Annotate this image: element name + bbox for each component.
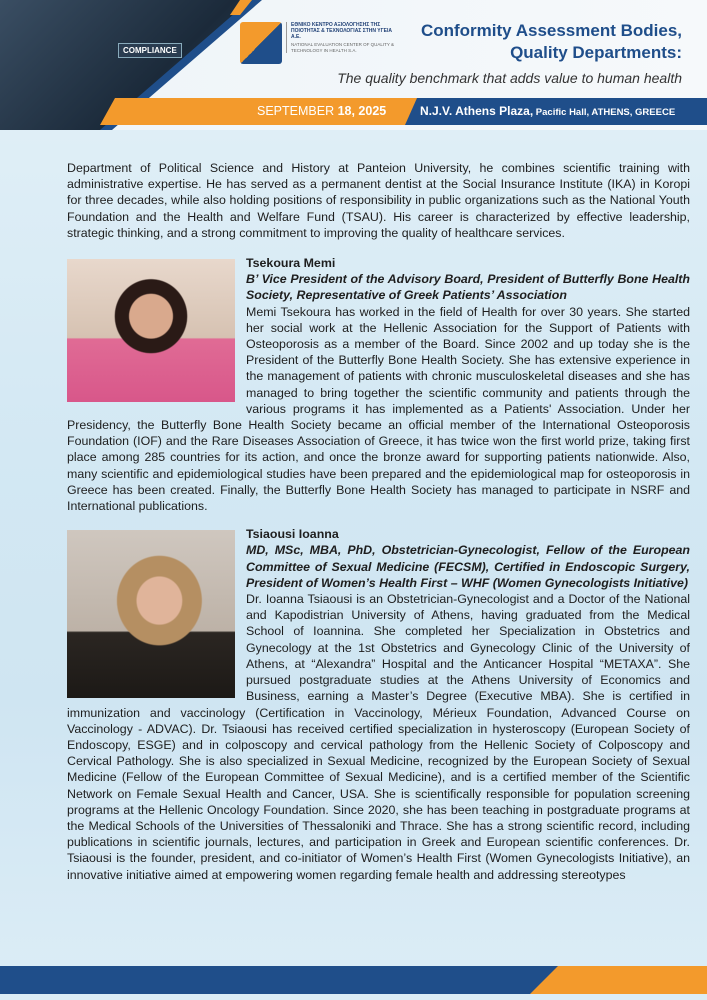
intro-paragraph: Department of Political Science and History at Panteion University, he combines scientific training with administrative expertise. He has served as a permanent dentist at the Social Insurance Institute (IKA) in Koropi for three decades, while also holding positions of responsibility in public organizations such as the National Youth Foundation and the Health and Welfare Fund (TSAU). His career is characterized by effective leadership, strategic thinking, and a strong commitment to improving the quality of healthcare services. [67,161,690,240]
ekapty-logo-icon [240,22,282,64]
event-subtitle: The quality benchmark that adds value to human health [337,70,682,86]
event-title [421,20,682,64]
date-day: 18, 2025 [337,104,387,118]
speaker-photo [67,259,235,402]
compliance-label: COMPLIANCE [118,43,182,58]
event-venue [420,104,675,118]
title-line-2: Quality Departments: [510,43,682,62]
speaker-photo [67,530,235,698]
page-content [67,160,690,895]
speaker-text: Dr. Ioanna Tsiaousi is an Obstetrician-Gynecologist and a Doctor of the National and Kapodistrian University of Athens, having graduated from the Medical School of Ioannina. She completed her Specialization in Obstetrics and Gynecology at the 1st Obstetrics and Gynecology Clinic of the University of Athens, at “Alexandra” Hospital and the Anticancer Hospital “METAXA”. She pursued postgraduate studies at the Athens University of Economics and Business, earning a Master’s Degree (Executive MBA). She is certified in immunization and vaccinology (Certification in Vaccinology, Mérieux Foundation, Advanced Course on Vaccinology - ADVAC). Dr. Tsiaousi has received certified specialization in hysteroscopy (European Society of Endoscopy, ESGE) and in colposcopy and cervical pathology from the Hellenic Society of Colposcopy and Cervical Pathology. She is also specialized in Sexual Medicine, recognized by the European Society of Sexual Medicine (Fellow of the European Committee of Sexual Medicine), and is a certified member of the Scientific Network on Female Sexual Health and Cancer, USA. She is scientifically responsible for population screening programs at the Hellenic Oncology Foundation. Since 2020, she has been teaching in postgraduate programs at the Medical Schools of the Universities of Thessaloniki and Thrace. She has a strong scientific record, including publications in scientific journals, lectures, and participation in Greek and European scientific conferences. Dr. Tsiaousi is the founder, president, and co-initiator of Women’s Health First (Women Gynecologists Initiative), an innovative initiative aimed at empowering women regarding female health and addressing stereotypes [67,592,690,882]
title-line-1: Conformity Assessment Bodies, [420,21,682,40]
speaker-text: Memi Tsekoura has worked in the field of Health for over 30 years. She started her social work at the Hellenic Association for the Support of Patients with Osteoporosis as a member of the Board. Since 2002 and up today she is the President of the Butterfly Bone Health Society. She has extensive experience in the management of patients with chronic musculoskeletal diseases and she has managed to bring together the scientific community and patients through the various programs it has implemented as a Patients' Association. Under her Presidency, the Butterfly Bone Health Society became an official member of the International Osteoporosis Foundation (IOF) and the Rare Diseases Association of Greece, it has twice won the first world prize, taking first place among 285 countries for its action, and once the bronze award for supporting patients nationwide. Also, many scientific and epidemiological studies have been prepared and the epidemiological map for osteoporosis in Greece has been created. Finally, the Butterfly Bone Health Society has managed to participate in NSRF and International publications. [67,304,690,514]
venue-name: N.J.V. Athens Plaza, [420,104,534,118]
event-date [257,104,386,118]
logo-english: NATIONAL EVALUATION CENTER OF QUALITY & TECHNOLOGY IN HEALTH S.A. [291,42,395,53]
date-month: SEPTEMBER [257,104,338,118]
venue-detail: Pacific Hall, ATHENS, GREECE [533,107,676,118]
logo-greek: ΕΘΝΙΚΟ ΚΕΝΤΡΟ ΑΞΙΟΛΟΓΗΣΗΣ ΤΗΣ ΠΟΙΟΤΗΤΑΣ & ΤΕΧΝΟΛΟΓΙΑΣ ΣΤΗΝ ΥΓΕΙΑ Α.Ε. [291,22,392,40]
speaker-name: Tsiaousi Ioanna [246,527,339,542]
speaker-name: Tsekoura Memi [246,256,336,271]
logo-text [286,22,401,53]
speaker-bio [67,526,690,882]
speaker-bio [67,255,690,514]
speaker-role: B’ Vice President of the Advisory Board, President of Butterfly Bone Health Society, Representative of Greek Patients’ Association [246,272,690,303]
speaker-role: MD, MSc, MBA, PhD, Obstetrician-Gynecologist, Fellow of the European Committee of Sexual Medicine (FECSM), Certified in Endoscopic Surgery, President of Women’s Health First – WHF (Women Gynecologists Initiative) [246,543,690,590]
footer-accent [530,966,707,994]
event-banner [0,0,707,130]
